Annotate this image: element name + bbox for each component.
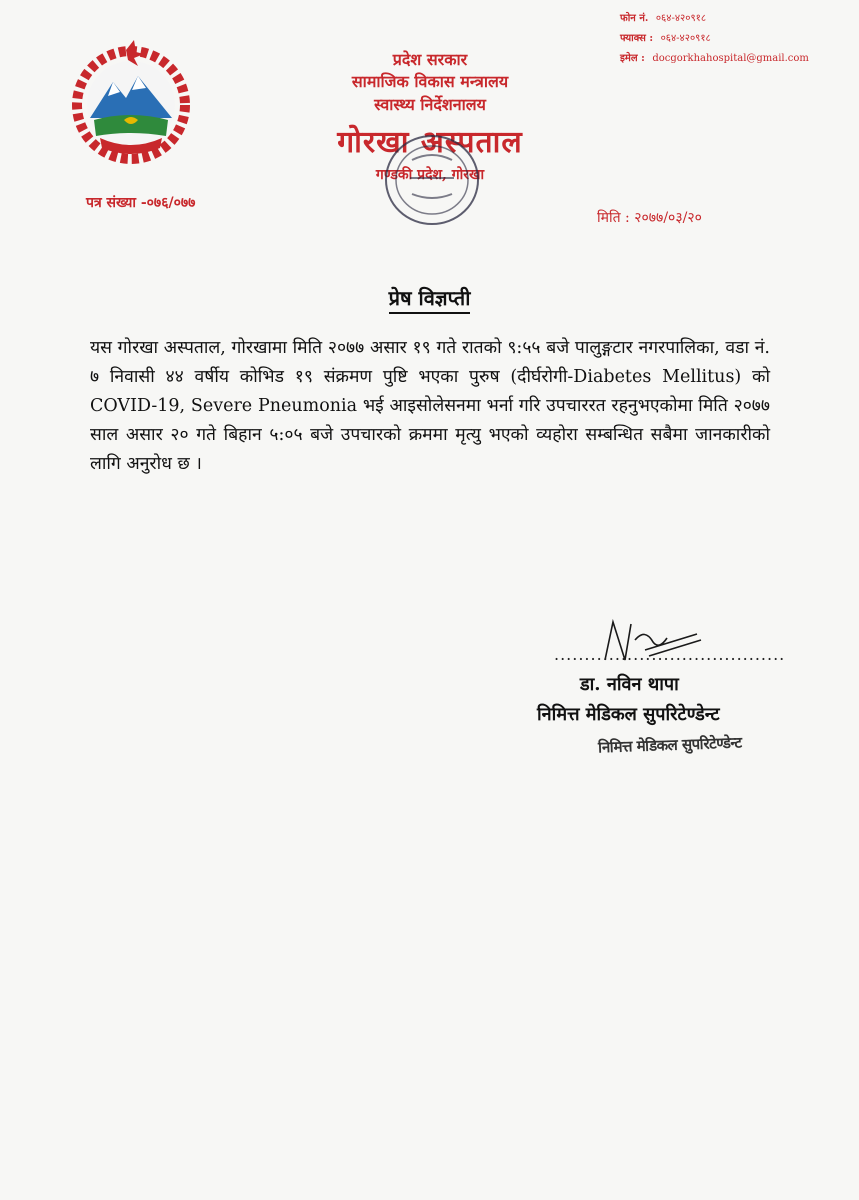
email-address[interactable]: docgorkhahospital@gmail.com: [652, 53, 809, 64]
hospital-name: गोरखा अस्पताल: [337, 125, 523, 160]
signature-line: ......................................: [554, 645, 786, 664]
nepal-emblem-icon: [68, 40, 194, 170]
page-title: [0, 284, 859, 311]
phone-number: ०६४-४२०९१८: [655, 13, 707, 24]
title-text: प्रेष विज्ञप्ती: [389, 286, 471, 314]
ministry-line: सामाजिक विकास मन्त्रालय: [351, 72, 509, 91]
signatory-name: डा. नविन थापा: [580, 674, 679, 695]
fax-row: [620, 30, 711, 44]
office-stamp-icon: [372, 120, 492, 240]
fax-label: फ्याक्स :: [620, 33, 654, 44]
email-label: इमेल :: [620, 53, 645, 64]
hospital-location: गण्डकी प्रदेश, गोरखा: [375, 167, 485, 183]
fax-number: ०६४-४२०९१८: [660, 33, 711, 44]
directorate-line: स्वास्थ्य निर्देशनालय: [374, 95, 486, 114]
reference-number: पत्र संख्या -०७६/०७७: [86, 195, 196, 211]
government-line: प्रदेश सरकार: [392, 50, 468, 69]
phone-row: [620, 10, 706, 24]
designation-stamp: निमित्त मेडिकल सुपरिटेण्डेन्ट: [597, 733, 742, 757]
phone-label: फोन नं.: [620, 13, 649, 24]
notice-body: यस गोरखा अस्पताल, गोरखामा मिति २०७७ असार १९ गते रातको ९:५५ बजे पालुङ्गटार नगरपालिका, वडा नं. ७ निवासी ४४ वर्षीय कोभिड १९ संक्रमण पुष्टि भएका पुरुष (दीर्घरोगी-Diabetes Mellitus) को COVID-19, Severe Pneumonia भई आइसोलेसनमा भर्ना गरि उपचाररत रहनुभएकोमा मिति २०७७ साल असार २० गते बिहान ५:०५ बजे उपचारको क्रममा मृत्यु भएको व्यहोरा सम्बन्धित सबैमा जानकारीको लागि अनुरोध छ ।: [90, 338, 770, 474]
email-row: [620, 50, 809, 64]
letter-date: मिति : २०७७/०३/२०: [597, 210, 702, 226]
signatory-designation: निमित्त मेडिकल सुपरिटेण्डेन्ट: [537, 704, 720, 725]
